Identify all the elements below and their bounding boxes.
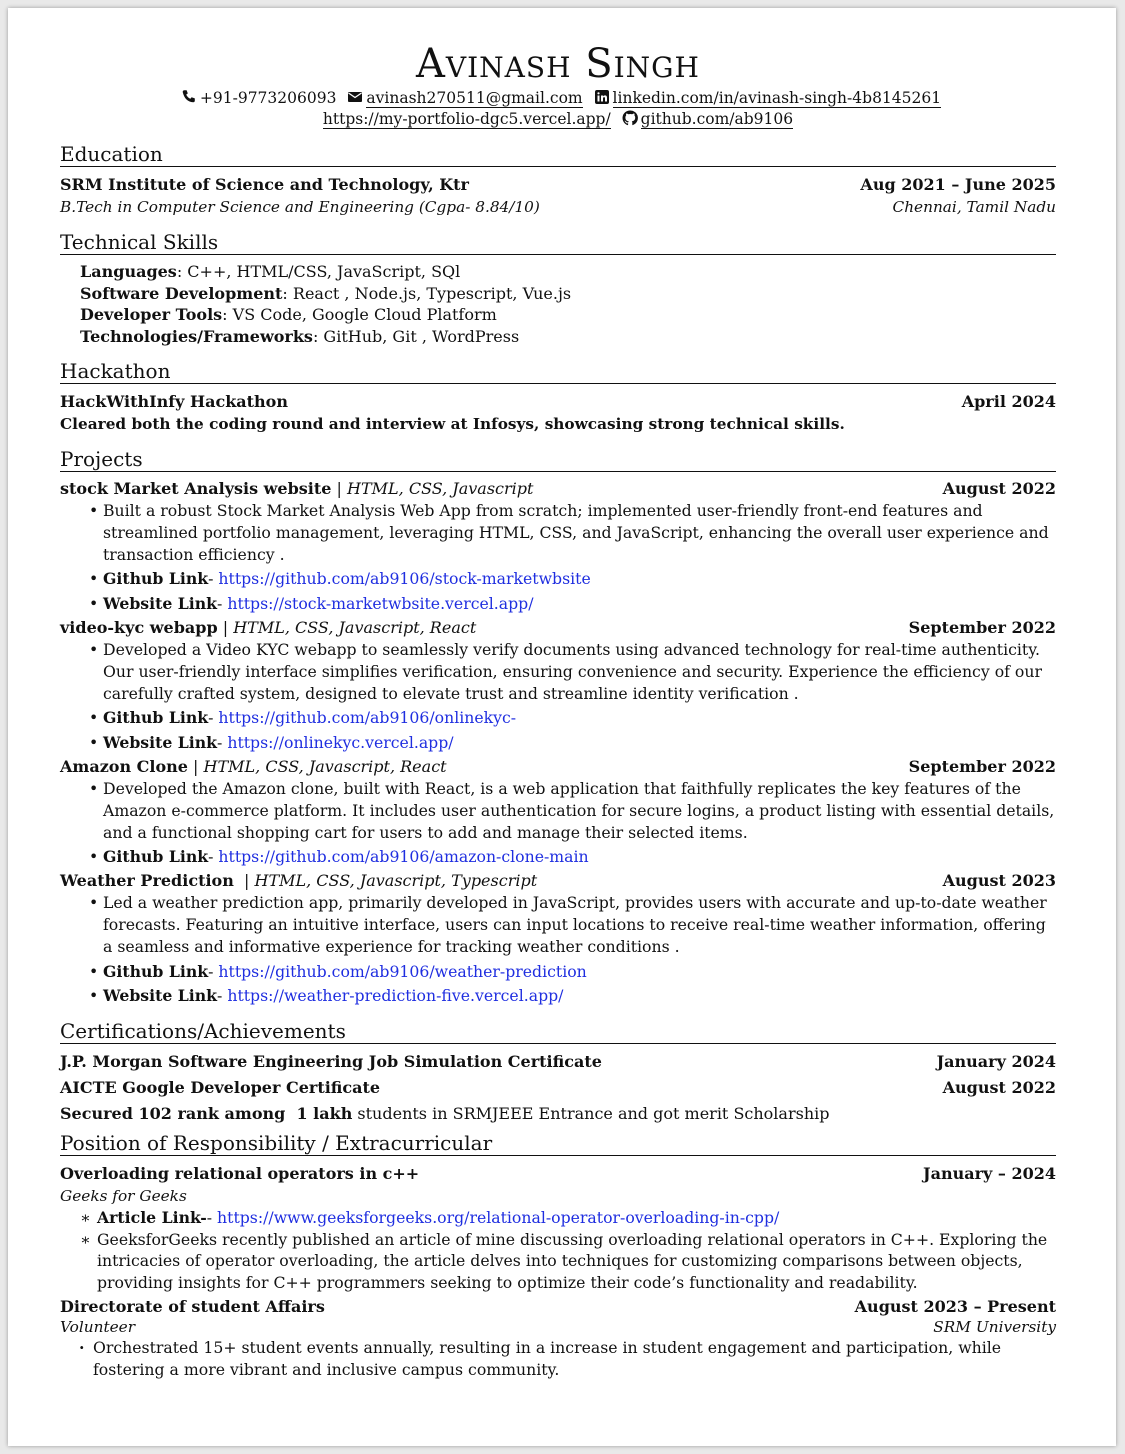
project-tech: HTML, CSS, Javascript, React (203, 756, 447, 776)
project-header-kyc: video-kyc webapp | HTML, CSS, Javascript, React September 2022 (60, 617, 1056, 637)
project-header-weather: Weather Prediction | HTML, CSS, Javascript, Typescript August 2023 (60, 871, 1056, 891)
skill-value: : GitHub, Git , WordPress (312, 326, 520, 346)
project-github-link[interactable]: https://github.com/ab9106/onlinekyc- (218, 708, 517, 728)
skill-row-software-development (80, 283, 1056, 305)
project-website-link[interactable]: https://weather-prediction-five.vercel.app/ (227, 986, 564, 1006)
skill-label: Software Development (80, 283, 283, 303)
article-link[interactable]: https://www.geeksforgeeks.org/relational-operator-overloading-in-cpp/ (217, 1208, 780, 1228)
school-name: SRM Institute of Science and Technology, Ktr (60, 175, 469, 194)
project-github-item: • Github Link- https://github.com/ab9106/onlinekyc- (103, 707, 1056, 729)
project-tech: HTML, CSS, Javascript, React (233, 617, 477, 637)
achievement-text: students in SRMJEEE Entrance and got merit Scholarship (352, 1104, 830, 1124)
certificate-date: August 2022 (942, 1078, 1056, 1098)
project-bullets-weather (60, 892, 1056, 1007)
project-github-item: • Github Link- https://github.com/ab9106/amazon-clone-main (103, 846, 1056, 868)
phone-icon (181, 89, 197, 105)
responsibility-date: January – 2024 (923, 1164, 1056, 1184)
responsibility-role-row (60, 1318, 1056, 1337)
candidate-name: Avinash Singh (416, 41, 700, 87)
skill-row-technologies (80, 326, 1056, 348)
skill-label: Technologies/Frameworks (80, 326, 313, 346)
certifications-heading: Certifications/Achievements (60, 1019, 1056, 1044)
hackathon-date: April 2024 (961, 392, 1056, 411)
project-name: video-kyc webapp (60, 617, 218, 637)
project-github-link[interactable]: https://github.com/ab9106/amazon-clone-main (218, 847, 589, 867)
responsibility-bullets-gfg (60, 1207, 1056, 1293)
project-website-link[interactable]: https://stock-marketwbsite.vercel.app/ (227, 594, 534, 614)
skill-value: : VS Code, Google Cloud Platform (222, 305, 497, 324)
responsibility-role: Volunteer (60, 1318, 136, 1337)
skill-row-languages (80, 261, 1056, 283)
contact-info (60, 88, 1056, 130)
achievement-row (60, 1102, 1056, 1125)
project-date: September 2022 (908, 617, 1056, 637)
skill-value: : C++, HTML/CSS, JavaScript, SQl (176, 262, 461, 281)
education-location: Chennai, Tamil Nadu (892, 198, 1056, 216)
project-tech: HTML, CSS, Javascript, Typescript (254, 871, 538, 891)
link-label: Website Link (103, 986, 218, 1006)
certificate-name: J.P. Morgan Software Engineering Job Simulation Certificate (60, 1052, 602, 1072)
degree: B.Tech in Computer Science and Engineering (Cgpa- 8.84/10) (60, 198, 540, 216)
hackathon-heading: Hackathon (60, 359, 1056, 384)
link-label: Website Link (103, 594, 218, 614)
resume-page (8, 8, 1116, 1446)
link-label: Article Link- (97, 1208, 207, 1228)
link-label: Github Link (103, 961, 209, 981)
responsibility-row-dsa (60, 1295, 1056, 1318)
responsibility-name: Overloading relational operators in c++ (60, 1164, 420, 1184)
responsibility-org: SRM University (933, 1318, 1056, 1337)
education-row (60, 173, 1056, 196)
project-bullets-stock (60, 500, 1056, 615)
github-profile-link[interactable]: github.com/ab9106 (640, 110, 794, 128)
responsibility-bullets-dsa (60, 1337, 1056, 1380)
project-bullets-amazon (60, 778, 1056, 868)
skills-heading: Technical Skills (60, 230, 1056, 255)
project-name: Weather Prediction (60, 871, 234, 891)
project-description: • Developed the Amazon clone, built with React, is a web application that faithfully replicates the key features of the Amazon e-commerce platform. It includes user authentication for secure logins, a product listing with essential details, and a functional shopping cart for users to add and manage their selected items. (103, 778, 1056, 843)
achievement-highlight: Secured 102 rank among 1 lakh (60, 1104, 353, 1124)
project-date: September 2022 (908, 756, 1056, 776)
education-heading: Education (60, 142, 1056, 167)
link-label: Github Link (103, 708, 209, 728)
responsibility-heading: Position of Responsibility / Extracurricular (60, 1131, 1056, 1156)
project-header-stock: stock Market Analysis website | HTML, CSS, Javascript August 2022 (60, 479, 1056, 498)
responsibility-org: Geeks for Geeks (60, 1187, 187, 1206)
skills-list (60, 261, 1056, 347)
project-date: August 2023 (942, 871, 1056, 891)
project-github-link[interactable]: https://github.com/ab9106/stock-marketwbsite (218, 569, 591, 589)
education-dates: Aug 2021 – June 2025 (860, 175, 1056, 194)
certificate-row-aicte (60, 1076, 1056, 1099)
contact-line-1 (60, 88, 1056, 109)
certificate-name: AICTE Google Developer Certificate (60, 1078, 381, 1098)
skill-value: : React , Node.js, Typescript, Vue.js (282, 283, 572, 303)
certificate-row-jpmorgan (60, 1050, 1056, 1073)
link-label: Website Link (103, 733, 218, 753)
link-label: Github Link (103, 569, 209, 589)
envelope-icon (347, 89, 363, 105)
education-detail-row (60, 196, 1056, 218)
hackathon-row (60, 390, 1056, 413)
project-bullets-kyc (60, 639, 1056, 754)
responsibility-description: · Orchestrated 15+ student events annually, resulting in a increase in student engagement and participation, while fostering a more vibrant and inclusive campus community. (93, 1337, 1056, 1380)
project-name: Amazon Clone (60, 756, 188, 776)
skill-label: Languages (80, 262, 177, 281)
responsibility-name: Directorate of student Affairs (60, 1297, 325, 1317)
responsibility-description: ∗ GeeksforGeeks recently published an article of mine discussing overloading relational operators in C++. Exploring the intricacies of operator overloading, the article delves into techniques for customizing comparisons between objects, providing insights for C++ programmers seeking to optimize their code’s functionality and readability. (97, 1229, 1056, 1294)
responsibility-date: August 2023 – Present (854, 1297, 1056, 1317)
project-description: • Led a weather prediction app, primarily developed in JavaScript, provides users with accurate and up-to-date weather forecasts. Featuring an intuitive interface, users can input locations to receive real-time weather information, offering a seamless and informative experience for tracking weather conditions . (103, 892, 1056, 957)
project-description: • Developed a Video KYC webapp to seamlessly verify documents using advanced technology for real-time authenticity. Our user-friendly interface simplifies verification, ensuring convenience and security. Experience the efficiency of our carefully crafted system, designed to elevate trust and streamline identity verification . (103, 639, 1056, 704)
responsibility-row-gfg (60, 1162, 1056, 1185)
project-github-item: • Github Link- https://github.com/ab9106/weather-prediction (103, 961, 1056, 983)
linkedin-link[interactable]: linkedin.com/in/avinash-singh-4b8145261 (612, 89, 942, 107)
project-github-link[interactable]: https://github.com/ab9106/weather-prediction (218, 961, 587, 981)
project-date: August 2022 (942, 479, 1056, 498)
project-description: • Built a robust Stock Market Analysis Web App from scratch; implemented user-friendly front-end features and streamlined portfolio management, leveraging HTML, CSS, and JavaScript, enhancing the overall user experience and transaction efficiency . (103, 500, 1056, 565)
skill-label: Developer Tools (80, 305, 223, 324)
project-website-link[interactable]: https://onlinekyc.vercel.app/ (227, 733, 454, 753)
article-item: ∗ Article Link-- https://www.geeksforgeeks.org/relational-operator-overloading-in-cpp/ (97, 1207, 1056, 1229)
project-header-amazon: Amazon Clone | HTML, CSS, Javascript, React September 2022 (60, 756, 1056, 776)
github-icon (622, 110, 638, 126)
link-label: Github Link (103, 847, 209, 867)
phone-number: +91-9773206093 (199, 89, 337, 107)
hackathon-name: HackWithInfy Hackathon (60, 392, 288, 411)
project-website-item: • Website Link- https://onlinekyc.vercel.app/ (103, 732, 1056, 754)
certificate-date: January 2024 (936, 1052, 1056, 1072)
skill-row-developer-tools (80, 304, 1056, 326)
hackathon-description: Cleared both the coding round and interview at Infosys, showcasing strong technical skills. (60, 415, 845, 433)
projects-heading: Projects (60, 447, 1056, 472)
portfolio-link[interactable]: https://my-portfolio-dgc5.vercel.app/ (322, 110, 611, 128)
project-website-item: • Website Link- https://stock-marketwbsite.vercel.app/ (103, 593, 1056, 615)
linkedin-icon (594, 89, 610, 105)
project-website-item: • Website Link- https://weather-prediction-five.vercel.app/ (103, 985, 1056, 1007)
email-link[interactable]: avinash270511@gmail.com (366, 89, 583, 107)
project-name: stock Market Analysis website (60, 479, 332, 498)
project-github-item: • Github Link- https://github.com/ab9106/stock-marketwbsite (103, 568, 1056, 590)
project-tech: HTML, CSS, Javascript (347, 479, 534, 498)
contact-line-2 (60, 109, 1056, 130)
